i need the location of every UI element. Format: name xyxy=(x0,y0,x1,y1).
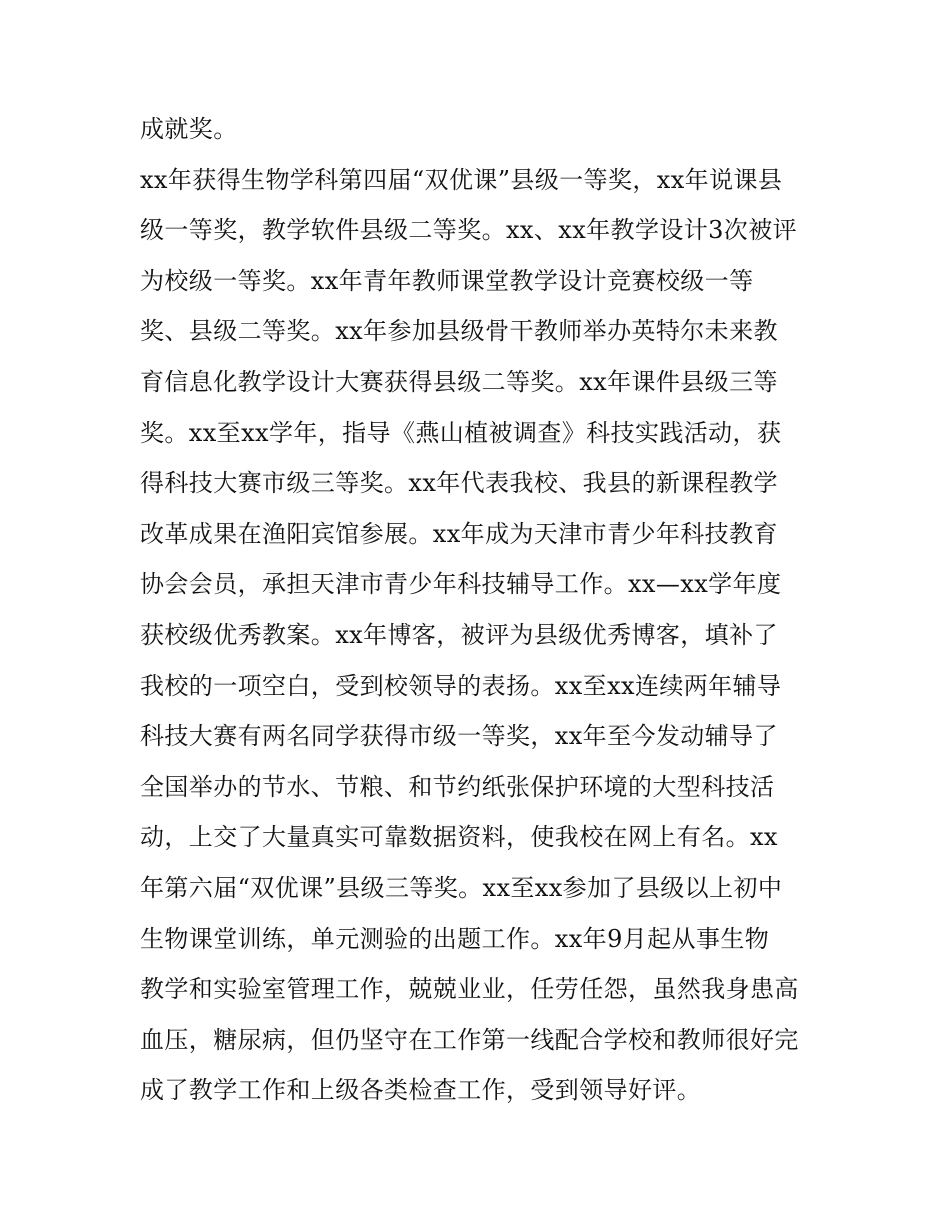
text-line: 年第六届“双优课”县级三等奖。xx至xx参加了县级以上初中 xyxy=(140,873,783,902)
text-line: 奖、县级二等奖。xx年参加县级骨干教师举办英特尔未来教 xyxy=(140,317,778,346)
text-line: 动，上交了大量真实可靠数据资料，使我校在网上有名。xx xyxy=(140,823,778,852)
text-line: 我校的一项空白，受到校领导的表扬。xx至xx连续两年辅导 xyxy=(140,671,782,700)
text-line: 成就奖。 xyxy=(140,115,238,143)
text-line: 科技大赛有两名同学获得市级一等奖，xx年至今发动辅导了 xyxy=(140,722,778,751)
text-line: 得科技大赛市级三等奖。xx年代表我校、我县的新课程教学 xyxy=(140,469,778,498)
text-line: 为校级一等奖。xx年青年教师课堂教学设计竞赛校级一等 xyxy=(140,266,754,295)
text-line: 生物课堂训练，单元测验的出题工作。xx年9月起从事生物 xyxy=(140,924,770,953)
text-line: 全国举办的节水、节粮、和节约纸张保护环境的大型科技活 xyxy=(140,772,775,801)
text-line: 教学和实验室管理工作，兢兢业业，任劳任怨，虽然我身患高 xyxy=(140,975,799,1004)
text-line: 育信息化教学设计大赛获得县级二等奖。xx年课件县级三等 xyxy=(140,367,778,396)
text-line: 奖。xx至xx学年，指导《燕山植被调查》科技实践活动，获 xyxy=(140,418,782,447)
text-line: 改革成果在渔阳宾馆参展。xx年成为天津市青少年科技教育 xyxy=(140,519,778,548)
text-line: 级一等奖，教学软件县级二等奖。xx、xx年教学设计3次被评 xyxy=(140,216,798,245)
body-text xyxy=(140,107,830,1119)
text-line: xx年获得生物学科第四届“双优课”县级一等奖，xx年说课县 xyxy=(140,165,783,194)
text-line: 协会会员，承担天津市青少年科技辅导工作。xx—xx学年度 xyxy=(140,570,782,599)
text-line: 成了教学工作和上级各类检查工作，受到领导好评。 xyxy=(140,1076,702,1105)
text-line: 血压，糖尿病，但仍坚守在工作第一线配合学校和教师很好完 xyxy=(140,1025,799,1054)
text-line: 获校级优秀教案。xx年博客，被评为县级优秀博客，填补了 xyxy=(140,620,778,649)
